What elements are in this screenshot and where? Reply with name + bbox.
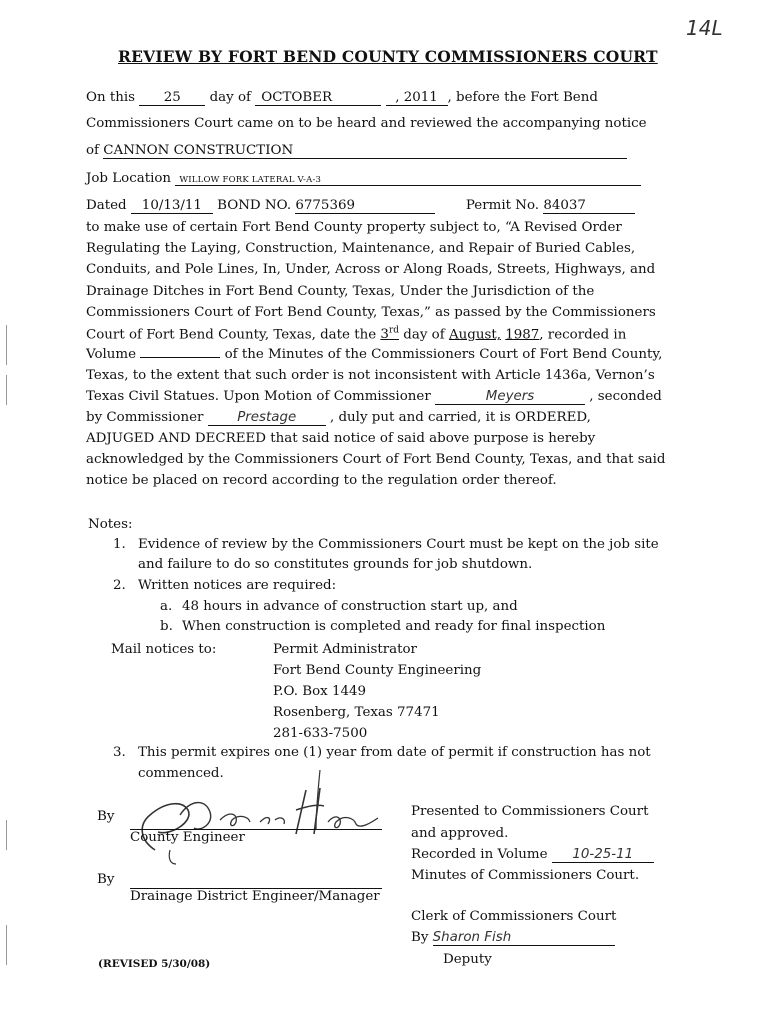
county-engineer-signature — [110, 770, 390, 865]
bond-label: BOND NO. — [217, 198, 292, 213]
mail-notices-label: Mail notices to: — [111, 642, 217, 657]
clerk-signature: Sharon Fish — [433, 930, 615, 946]
mail-address-line: Rosenberg, Texas 77471 — [273, 705, 440, 720]
drainage-engineer-label: Drainage District Engineer/Manager — [130, 889, 380, 904]
mail-address-line: Fort Bend County Engineering — [273, 663, 482, 678]
before-text: , before the Fort Bend — [447, 90, 598, 105]
mail-address-line: 281-633-7500 — [273, 726, 368, 741]
body-line: acknowledged by the Commissioners Court of Fort Bend County, Texas, and that said — [86, 452, 666, 467]
body-line: Drainage Ditches in Fort Bend County, Texas, Under the Jurisdiction of the — [86, 284, 595, 299]
note-2b-text: When construction is completed and ready for final inspection — [182, 619, 606, 634]
recorded-volume-value: 10-25-11 — [552, 847, 654, 863]
note-2-number: 2. — [113, 578, 126, 593]
volume-label: Volume — [86, 347, 137, 362]
mail-address-line: P.O. Box 1449 — [273, 684, 367, 699]
note-2b-letter: b. — [160, 619, 173, 634]
body-line: Commissioners Court of Fort Bend County, Texas,” as passed by the Commissioners — [86, 305, 656, 320]
second-line — [86, 410, 591, 426]
intro-line-1 — [86, 90, 598, 106]
scan-margin-mark — [6, 325, 7, 365]
note-2-text: Written notices are required: — [138, 578, 337, 593]
body-volume-line — [86, 347, 662, 362]
dated-line — [86, 198, 635, 214]
bond-value: 6775369 — [295, 198, 435, 214]
day-value: 25 — [139, 90, 205, 106]
body-line: notice be placed on record according to the regulation order thereof. — [86, 473, 557, 488]
body-line: ADJUGED AND DECREED that said notice of said above purpose is hereby — [86, 431, 596, 446]
body-date-month: August, — [448, 327, 501, 343]
dated-value: 10/13/11 — [131, 198, 213, 214]
scan-margin-mark — [6, 820, 7, 850]
job-location-label: Job Location — [86, 171, 172, 186]
body-date-pre: Court of Fort Bend County, Texas, date the — [86, 327, 377, 343]
company-value: CANNON CONSTRUCTION — [103, 143, 627, 159]
body-date-line — [86, 326, 626, 342]
motion-post: , seconded — [589, 389, 662, 404]
deputy-label: Deputy — [443, 952, 492, 967]
body-date-day — [380, 327, 399, 342]
volume-blank — [140, 357, 220, 358]
body-line: Texas, to the extent that such order is not inconsistent with Article 1436a, Vernon’s — [86, 368, 655, 383]
second-pre: by Commissioner — [86, 410, 204, 425]
note-2a-text: 48 hours in advance of construction start up, and — [182, 599, 518, 614]
permit-value: 84037 — [543, 198, 635, 214]
body-line: to make use of certain Fort Bend County property subject to, “A Revised Order — [86, 220, 622, 235]
note-1-text: Evidence of review by the Commissioners Court must be kept on the job site — [138, 537, 659, 552]
body-date-mid: day of — [403, 327, 445, 343]
county-engineer-label: County Engineer — [130, 830, 245, 845]
clerk-by-label: By — [411, 930, 429, 945]
permit-label: Permit No. — [465, 198, 540, 213]
approved-text: and approved. — [411, 826, 509, 841]
page-number-mark: 14L — [686, 16, 723, 40]
recorded-label: Recorded in Volume — [411, 847, 548, 862]
clerk-by-line — [411, 930, 615, 946]
body-date-day-num: 3 — [380, 327, 389, 343]
minutes-text: Minutes of Commissioners Court. — [411, 868, 640, 883]
second-commissioner-signature: Prestage — [208, 410, 326, 426]
note-2a-letter: a. — [160, 599, 173, 614]
revised-note: (REVISED 5/30/08) — [98, 958, 211, 970]
document-title: REVIEW BY FORT BEND COUNTY COMMISSIONERS COURT — [118, 47, 658, 66]
volume-post: of the Minutes of the Commissioners Court of Fort Bend County, — [224, 347, 663, 362]
of-label: of — [86, 143, 100, 158]
body-date-sup: rd — [388, 326, 400, 336]
note-1-text-cont: and failure to do so constitutes grounds for job shutdown. — [138, 557, 533, 572]
motion-line — [86, 389, 662, 405]
by-label-2: By — [97, 872, 115, 887]
year-value: , 2011 — [386, 90, 448, 106]
scan-margin-mark — [6, 375, 7, 405]
note-3-text-cont: commenced. — [138, 766, 224, 781]
scan-margin-mark — [6, 925, 7, 965]
clerk-title: Clerk of Commissioners Court — [411, 909, 617, 924]
drainage-engineer-line — [130, 888, 382, 904]
motion-pre: Texas Civil Statues. Upon Motion of Commissioner — [86, 389, 431, 404]
presented-text: Presented to Commissioners Court — [411, 804, 649, 819]
job-location-value: WILLOW FORK LATERAL V-A-3 — [175, 175, 641, 186]
mail-address-line: Permit Administrator — [273, 642, 417, 657]
body-line: Conduits, and Pole Lines, In, Under, Across or Along Roads, Streets, Highways, and — [86, 262, 656, 277]
month-value: OCTOBER — [255, 90, 381, 106]
day-of-label: day of — [209, 90, 251, 105]
on-this-label: On this — [86, 90, 136, 105]
intro-line-2: Commissioners Court came on to be heard and reviewed the accompanying notice — [86, 116, 647, 131]
note-1-number: 1. — [113, 537, 126, 552]
body-date-year: 1987 — [505, 327, 540, 343]
body-date-post: , recorded in — [539, 327, 627, 343]
by-label-1: By — [97, 809, 115, 824]
dated-label: Dated — [86, 198, 127, 213]
county-engineer-line — [130, 829, 382, 845]
note-3-text: This permit expires one (1) year from date of permit if construction has not — [138, 745, 651, 760]
motion-commissioner-signature: Meyers — [435, 389, 585, 405]
notes-label: Notes: — [88, 517, 133, 532]
body-line: Regulating the Laying, Construction, Maintenance, and Repair of Buried Cables, — [86, 241, 636, 256]
second-post: , duly put and carried, it is ORDERED, — [329, 410, 591, 425]
job-location-line — [86, 171, 641, 186]
note-3-number: 3. — [113, 745, 126, 760]
company-line — [86, 143, 627, 159]
recorded-line — [411, 847, 654, 863]
